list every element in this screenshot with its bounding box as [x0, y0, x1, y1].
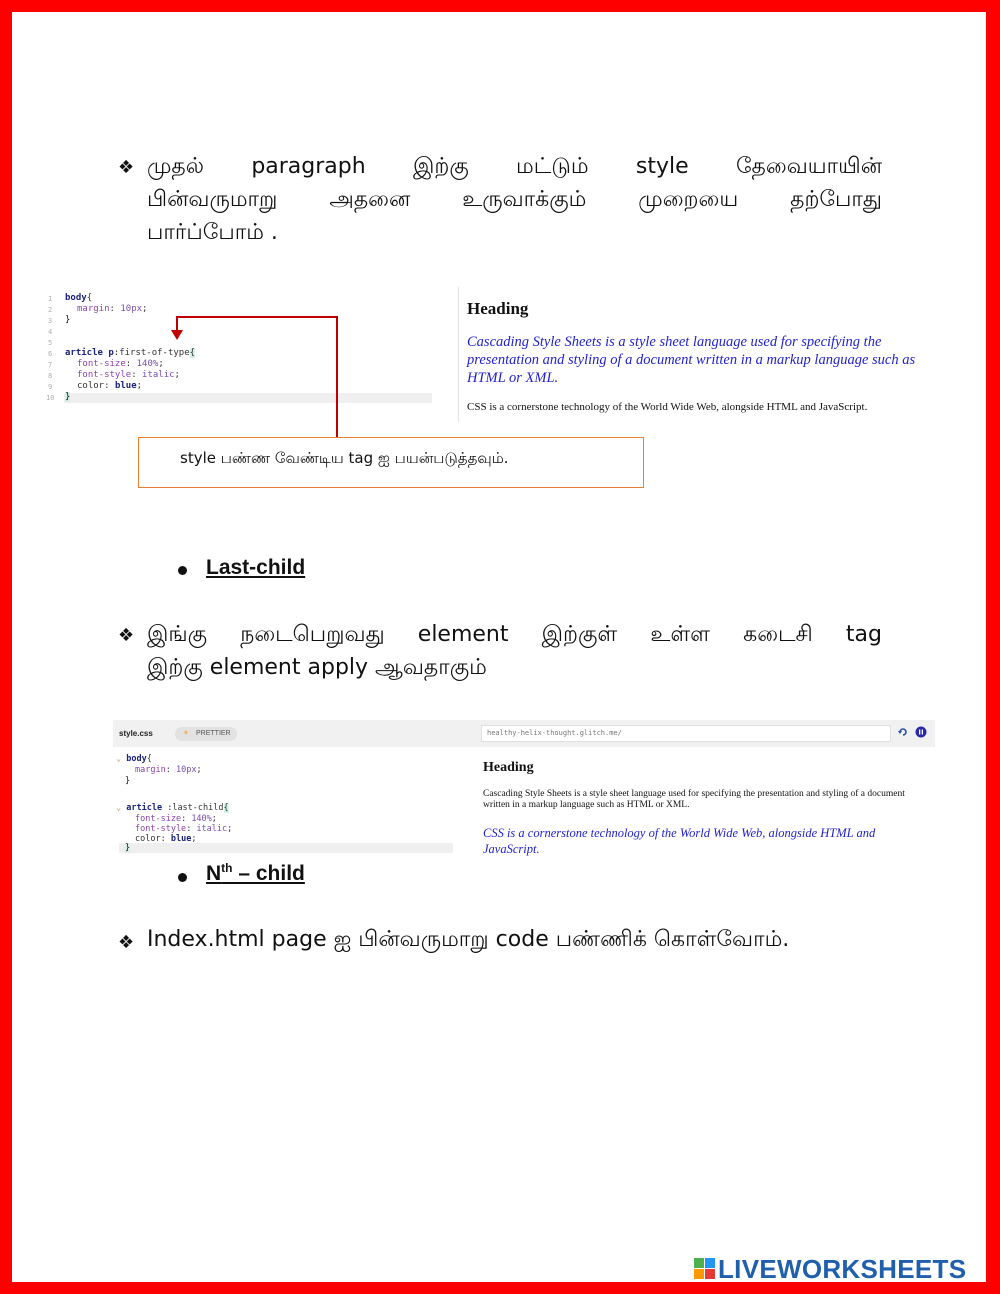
callout-text: style பண்ண வேண்டிய tag ஐ பயன்படுத்தவும். [180, 449, 509, 467]
line-number: 4 [48, 328, 53, 336]
liveworksheets-logo-icon [694, 1258, 716, 1280]
para1-line3: பார்ப்போம் . [147, 220, 278, 245]
code-line-1: body{ [65, 293, 93, 303]
file-tab[interactable]: style.css [119, 729, 153, 738]
preview-italic-paragraph: CSS is a cornerstone technology of the World Wide Web, alongside HTML and JavaScript. [483, 826, 876, 856]
bullet-dot-icon [178, 873, 187, 882]
diamond-bullet-icon: ❖ [118, 157, 135, 178]
refresh-icon[interactable] [897, 726, 909, 738]
code-line-3: } [125, 776, 131, 786]
code-line-3: } [65, 315, 71, 325]
code-line-9: } [125, 843, 131, 853]
pause-icon[interactable] [915, 726, 927, 738]
liveworksheets-wordmark: LIVEWORKSHEETS [718, 1253, 967, 1284]
code-line-6: article p:first-of-type{ [65, 348, 196, 358]
para1-line2: பின்வருமாறு அதனை உருவாக்கும் முறையை தற்போது [147, 187, 882, 212]
line-number: 2 [48, 306, 53, 314]
code-line-5: ⌄ article :last-child{ [116, 803, 229, 813]
line-number: 5 [48, 339, 53, 347]
preview-plain-paragraph: CSS is a cornerstone technology of the World Wide Web, alongside HTML and JavaScript. [467, 401, 868, 413]
code-line-8: font-style: italic; [77, 370, 180, 380]
line-number: 3 [48, 317, 53, 325]
paragraph-index-html: Index.html page ஐ பின்வருமாறு code பண்ணிக் கொள்வோம். [147, 927, 790, 952]
code-line-10: } [65, 392, 71, 402]
para1-line1: முதல் paragraph இற்கு மட்டும் style தேவையாயின் [147, 154, 883, 179]
code-line-6: font-size: 140%; [135, 814, 217, 824]
browser-preview-first-of-type [458, 287, 954, 422]
paragraph-first-of-type-intro [147, 150, 882, 249]
line-number: 10 [46, 394, 55, 402]
heading-last-child: Last-child [206, 556, 306, 579]
prettier-label: PRETTIER [196, 730, 231, 737]
code-line-2: margin: 10px; [135, 765, 202, 775]
code-editor-last-child [113, 747, 453, 860]
preview-heading: Heading [467, 299, 529, 318]
code-line-7: font-size: 140%; [77, 359, 164, 369]
url-bar[interactable]: healthy-helix-thought.glitch.me/ [481, 725, 891, 742]
para2-line2: இற்கு element apply ஆவதாகும் [147, 655, 487, 680]
preview-heading: Heading [483, 760, 534, 775]
diamond-bullet-icon: ❖ [118, 932, 135, 953]
para2-line1: இங்கு நடைபெறுவது element இற்குள் உள்ள கடைசி tag [147, 622, 882, 647]
liveworksheets-logo [694, 1253, 967, 1284]
callout-arrow [165, 310, 345, 440]
code-line-8: color: blue; [135, 834, 197, 844]
browser-preview-last-child [478, 747, 935, 860]
line-number: 7 [48, 361, 53, 369]
heading-nth-child: $N^{th}$ – child [206, 861, 305, 885]
bullet-dot-icon [178, 566, 187, 575]
line-number: 1 [48, 295, 53, 303]
code-line-9: color: blue; [77, 381, 143, 391]
line-number: 6 [48, 350, 53, 358]
preview-italic-paragraph: Cascading Style Sheets is a style sheet language used for specifying the presentation and styling of a document written in a markup language such as HTML or XML. [467, 334, 916, 386]
preview-plain-paragraph: Cascading Style Sheets is a style sheet language used for specifying the presentation and styling of a document written in a markup language such as HTML or XML. [483, 789, 905, 810]
glitch-editor-last-child [113, 720, 935, 860]
paragraph-last-child-intro [147, 618, 882, 684]
current-line-highlight [119, 843, 453, 853]
code-line-7: font-style: italic; [135, 824, 233, 834]
diamond-bullet-icon: ❖ [118, 625, 135, 646]
line-number: 8 [48, 372, 53, 380]
code-line-1: ⌄ body{ [116, 754, 152, 764]
line-number: 9 [48, 383, 53, 391]
sparkle-icon: ✶ [183, 730, 189, 737]
code-line-2: margin: 10px; [77, 304, 148, 314]
callout-box [138, 437, 644, 488]
prettier-button[interactable] [175, 727, 237, 741]
